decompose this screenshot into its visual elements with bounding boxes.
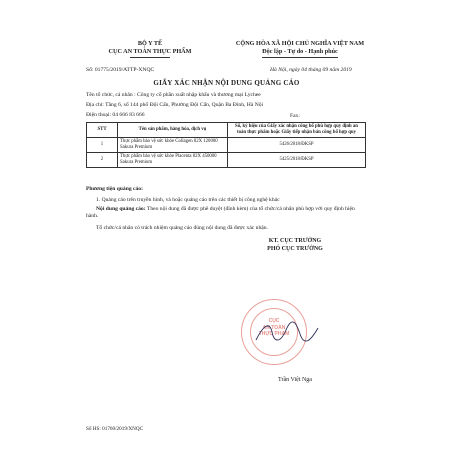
media-text: 1. Quảng cáo trên truyền hình, và hoặc quảng cáo trên các thiết bị công nghệ khác xyxy=(96,197,280,203)
media-label: Phương tiện quảng cáo: xyxy=(86,186,143,192)
table-row xyxy=(87,138,366,153)
handwritten-signature xyxy=(252,318,322,348)
responsibility-text: Tổ chức/cá nhân có trách nhiệm quảng cáo đúng nội dung đã được xác nhận. xyxy=(96,225,268,231)
org-fax: Fax: xyxy=(290,113,300,119)
row-certificate: 5425/2018/ĐKSP xyxy=(228,153,366,168)
document-title: GIẤY XÁC NHẬN NỘI DUNG QUẢNG CÁO xyxy=(153,79,300,87)
col-header-certificate: Số, ký hiệu của Giấy xác nhận công bố phù hợp quy định an toàn thực phẩm hoặc Giấy tiếp nhận bản công bố hợp quy xyxy=(228,123,366,138)
col-header-product: Tên sản phẩm, hàng hóa, dịch vụ xyxy=(118,123,228,138)
product-table xyxy=(86,122,366,168)
row-stt: 2 xyxy=(87,153,118,168)
place-date: Hà Nội, ngày 04 tháng 09 năm 2019 xyxy=(270,67,352,73)
row-certificate: 5426/2018/ĐKSP xyxy=(228,138,366,153)
national-header xyxy=(215,40,385,58)
agency-name: CỤC AN TOÀN THỰC PHẨM xyxy=(108,48,192,55)
org-phone: Điện thoại: 04 666 83 666 xyxy=(86,112,145,118)
row-stt: 1 xyxy=(87,138,118,153)
row-product: Thực phẩm bảo vệ sức khỏe Collagen 82X 120000 Sakura Premium xyxy=(118,138,228,153)
org-name: Tên tổ chức, cá nhân : Công ty cổ phần xuất nhập khẩu và thương mại Lychee xyxy=(86,92,261,98)
table-row xyxy=(87,153,366,168)
content-label: Nội dung quảng cáo: xyxy=(96,206,146,212)
content-paragraph xyxy=(86,206,366,220)
national-motto: Độc lập - Tự do - Hạnh phúc xyxy=(262,48,338,58)
sign-title-1: KT. CỤC TRƯỞNG xyxy=(268,238,322,244)
agency-header xyxy=(75,40,225,58)
file-number: Số HS: 01760/2019/XNQC xyxy=(86,426,144,432)
sign-title-2: PHÓ CỤC TRƯỞNG xyxy=(267,246,323,252)
stamp-text-1: CỤC xyxy=(268,318,280,324)
table-header-row xyxy=(87,123,366,138)
document-number: Số: 01775/2019/ATTP-XNQC xyxy=(86,67,155,73)
signature-block xyxy=(230,237,360,253)
country-name: CỘNG HÒA XÃ HỘI CHỦ NGHĨA VIỆT NAM xyxy=(235,40,365,47)
signer-name: Trần Việt Nga xyxy=(278,377,312,383)
agency-underline xyxy=(130,57,170,58)
col-header-stt: STT xyxy=(87,123,118,138)
ministry-name: BỘ Y TẾ xyxy=(137,40,163,47)
org-address: Địa chỉ: Tầng 6, số 144 phố Đội Cấn, Phường Đội Cấn, Quận Ba Đình, Hà Nội xyxy=(86,102,264,108)
content-text: Theo nội dung đã được phê duyệt (đính kèm) của tổ chức/cá nhân phù hợp với quy định hiện hành. xyxy=(86,206,355,220)
stamp-text-3: THỰC PHẨM xyxy=(258,331,290,337)
row-product: Thực phẩm bảo vệ sức khỏe Placenta 82X 450000 Sakura Premium xyxy=(118,153,228,168)
stamp-text-2: AN TOÀN xyxy=(262,324,286,331)
